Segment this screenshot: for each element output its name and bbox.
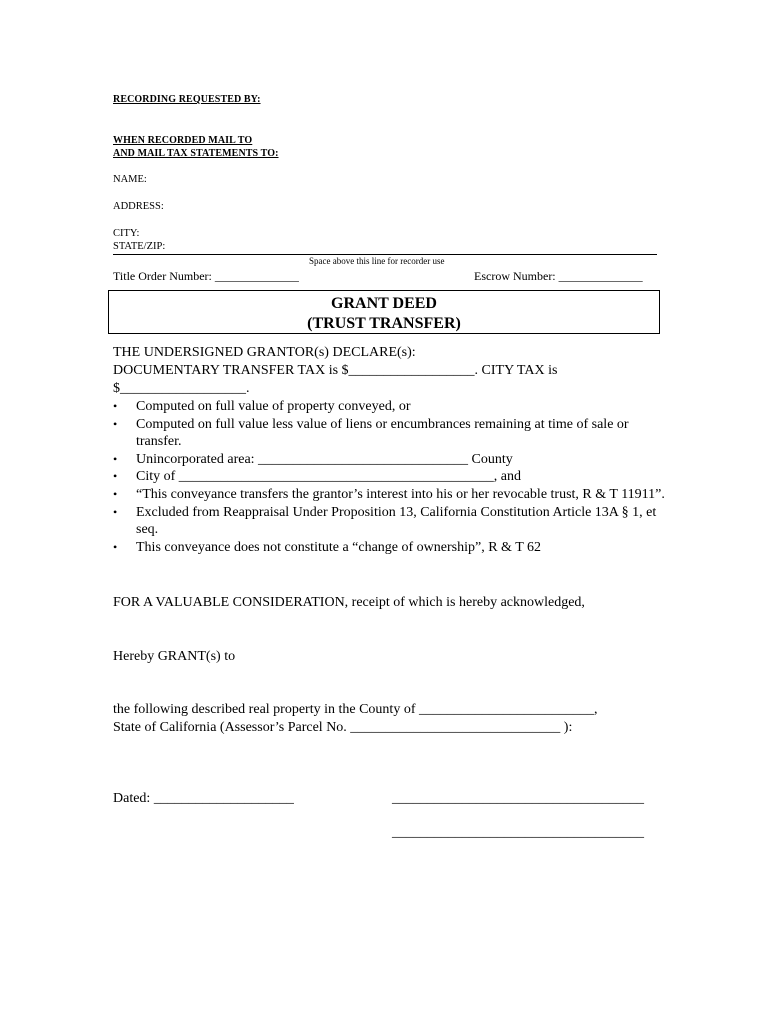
city-tax-amount-line: $__________________. xyxy=(113,381,250,396)
recorder-use-note: Space above this line for recorder use xyxy=(309,256,445,266)
grant-statement: Hereby GRANT(s) to xyxy=(113,649,236,664)
signature-line-1: ____________________________________ xyxy=(392,791,644,806)
bullet-icon: • xyxy=(113,539,118,554)
mail-to-label-line2: AND MAIL TAX STATEMENTS TO: xyxy=(113,148,279,159)
address-label: ADDRESS: xyxy=(113,201,164,212)
recording-requested-by-label: RECORDING REQUESTED BY: xyxy=(113,94,261,105)
property-description-line2: State of California (Assessor’s Parcel No. ______________________________ ): xyxy=(113,720,573,735)
dated-field: Dated: ____________________ xyxy=(113,791,294,806)
bullet-icon: • xyxy=(113,451,118,466)
list-item: • This conveyance does not constitute a “change of ownership”, R & T 62 xyxy=(113,539,541,555)
list-item: • Computed on full value of property conveyed, or xyxy=(113,399,411,414)
name-label: NAME: xyxy=(113,174,147,185)
list-item: • “This conveyance transfers the grantor’s interest into his or her revocable trust, R & T 11911”. xyxy=(113,486,665,502)
bullet-icon: • xyxy=(113,469,118,484)
deed-subtitle: (TRUST TRANSFER) xyxy=(307,315,461,332)
mail-to-label-line1: WHEN RECORDED MAIL TO xyxy=(113,135,253,146)
list-item: • Unincorporated area: ______________________________ County xyxy=(113,451,513,467)
state-zip-label: STATE/ZIP: xyxy=(113,241,166,252)
declaration-line1: THE UNDERSIGNED GRANTOR(s) DECLARE(s): xyxy=(113,345,416,360)
city-label: CITY: xyxy=(113,228,140,239)
list-item: • Computed on full value less value of liens or encumbrances remaining at time of sale or transfer. xyxy=(113,416,629,450)
title-order-number: Title Order Number: ______________ xyxy=(113,269,299,283)
recorder-divider-line xyxy=(113,254,657,255)
tax-basis-list xyxy=(113,398,673,556)
property-description-line1: the following described real property in the County of _________________________, xyxy=(113,702,598,717)
bullet-icon: • xyxy=(113,416,118,431)
deed-title-box xyxy=(108,290,660,334)
list-item: • City of _____________________________________________, and xyxy=(113,469,521,485)
transfer-tax-line: DOCUMENTARY TRANSFER TAX is $__________________. CITY TAX is xyxy=(113,363,558,378)
deed-title: GRANT DEED xyxy=(331,295,437,312)
list-item: • Excluded from Reappraisal Under Proposition 13, California Constitution Article 13A § 1, et seq. xyxy=(113,504,657,538)
bullet-icon: • xyxy=(113,504,118,519)
signature-line-2: ____________________________________ xyxy=(392,825,644,840)
bullet-icon: • xyxy=(113,399,118,413)
bullet-icon: • xyxy=(113,486,118,501)
escrow-number: Escrow Number: ______________ xyxy=(474,269,643,283)
consideration-statement: FOR A VALUABLE CONSIDERATION, receipt of which is hereby acknowledged, xyxy=(113,595,585,610)
